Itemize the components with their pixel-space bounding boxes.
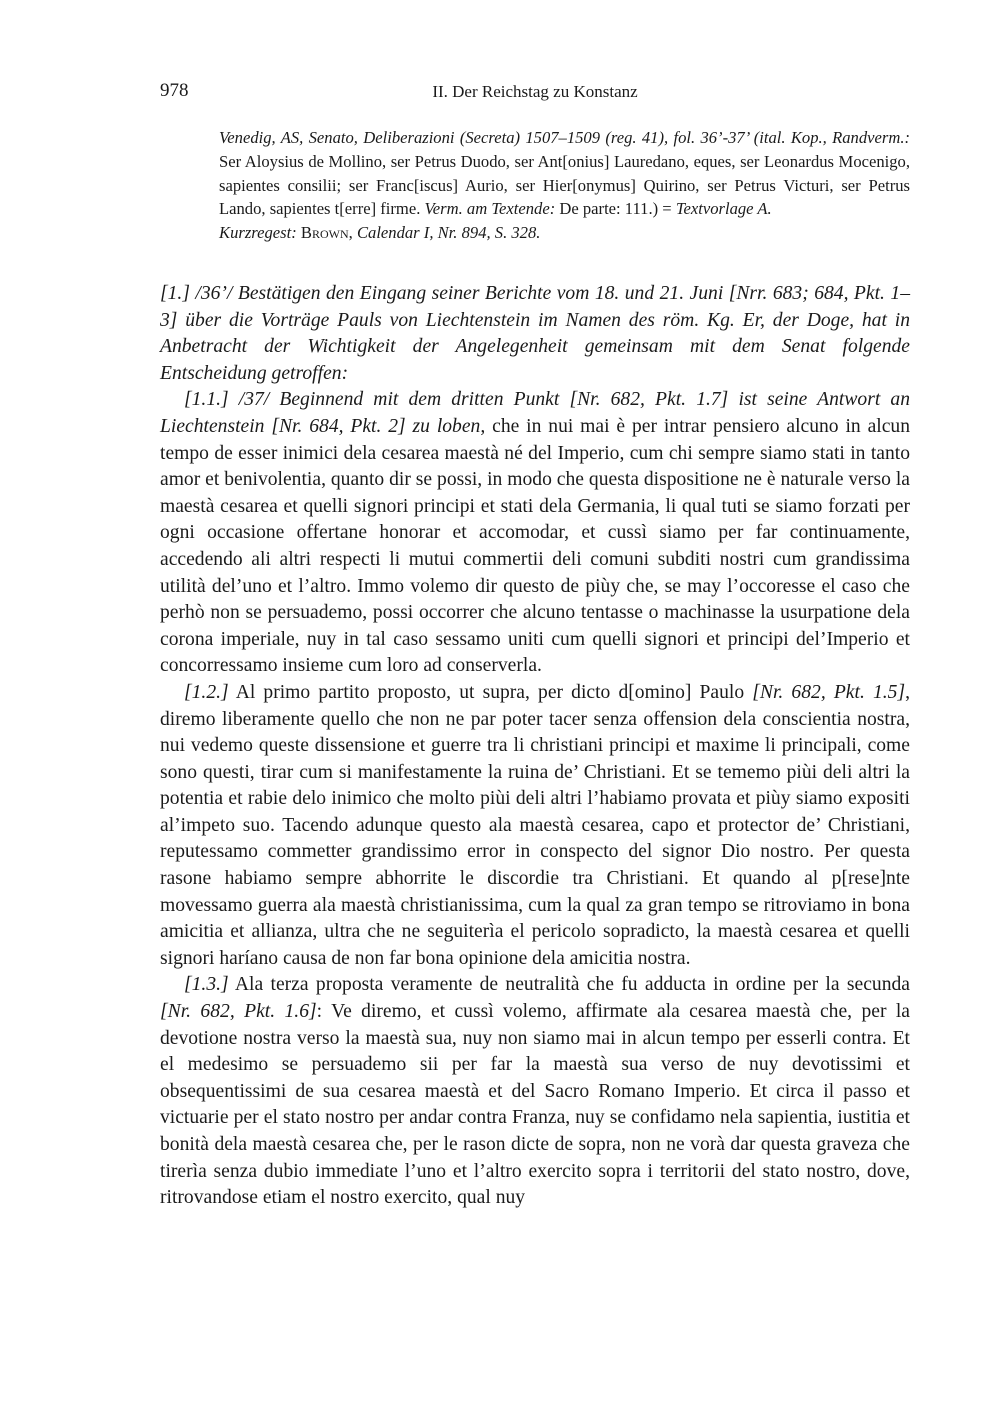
regest-reference: Calendar I, Nr. 894, S. 328. (356, 223, 541, 243)
page-number: 978 (160, 80, 189, 101)
main-text (160, 281, 910, 1212)
paragraph-1-2-reference: [Nr. 682, Pkt. 1.5] (752, 681, 906, 703)
source-note (219, 126, 910, 245)
paragraph-1-2-label: [1.2.] (184, 681, 229, 703)
signatories: Ser Aloysius de Mollino, ser Petrus Duodo, ser Ant[onius] Lauredano, eques, ser Leonardus Mocenigo, sapientes consilii; ser Franc[iscus] Aurio, ser Hier[onymus] Quirino, ser Petrus Victuri, ser Petrus Lando, sapientes t[erre] firme. (219, 151, 910, 219)
source-description (219, 126, 910, 221)
paragraph-1-summary: [1.] /36’/ Bestätigen den Eingang seiner Berichte vom 18. und 21. Juni [Nrr. 683; 684, Pkt. 1–3] über die Vorträge Pauls von Liechtenstein im Namen des röm. Kg. Er, der Doge, hat in Anbetracht der Wichtigkeit der Angelegenheit gemeinsam mit dem Senat folgende Entscheidung getroffen: (160, 283, 910, 384)
paragraph-1-2-text-b: , diremo liberamente quello che non ne par poter tacer senza offension dela conscientia nostra, nui vedemo queste dissensione et guerre tra li christiani principi et maxime li principali, come sono questi, tirar cum si manifestamente la ruina de’ Christiani. Et se tememo piùi deli altri la potentia et rabie delo inimico che molto piùi deli altri l’habiamo provata et piùy siamo expositi al’impeto suo. Tacendo adunque questo ala maestà cesarea, capo et protector de’ Christiani, reputessamo commetter grandissimo error in conspecto del signor Dio nostro. Per questa rasone habiamo sempre abhorrite le discordie tra Christiani. Et quando al p[rese]nte movessamo guerra ala maestà christianissima, cum la qual za gran tempo se ritroviamo in bona amicitia et allianza, ultra che ne seguiterìa el pericolo sopradicto, la maestà cesarea et quelli signori haríano causa de non far bona opinione dela amicitia nostra. (160, 681, 910, 969)
regest-author: Brown, (300, 223, 353, 243)
paragraph-1-1-text: che in nui mai è per intrar pensiero alcuno in alcun tempo de esser inimici dela cesarea maestà né del Imperio, cum chi sempre siamo stati in tanto amor et benivolentia, quanto dir se possi, in modo che questa dispositione ne è naturale verso la maestà cesarea et quelli signori principi et stati dela Germania, li qual tuti se siamo forzati per ogni occasione offertane honorar et accomodar, et cussì siamo per far continuamente, accedendo ali altri respecti li mutui commertii deli comuni subditi nostri cum grandissima utilità del’uno et l’altro. Immo volemo dir questo de piùy che, se may l’occoresse el caso che perhò non se persuademo, possi occorrer che alcuno tentasse o machinasse la usurpatione dela corona imperiale, nuy in tal caso sessamo uniti cum quelli signori et principi del’Imperio et concorressamo insieme cum loro ad conserverla. (160, 415, 910, 677)
archive-reference: Venedig, AS, Senato, Deliberazioni (Secreta) 1507–1509 (reg. 41), fol. 36’-37’ (ital. Kop., Randverm.: (219, 128, 910, 147)
paragraph-1-3-text-a: Ala terza proposta veramente de neutralità che fu adducta in ordine per la secunda (234, 974, 910, 996)
paragraph-1-3 (160, 972, 910, 1211)
regest-label: Kurzregest: (219, 223, 297, 243)
note-label: Verm. am Textende: (424, 199, 556, 219)
paragraph-1-3-reference: [Nr. 682, Pkt. 1.6] (160, 1001, 317, 1023)
paragraph-1-1-summary: [1.1.] /37/ Beginnend mit dem dritten Punkt [Nr. 682, Pkt. 1.7] ist seine Antwort an Liechtenstein [Nr. 684, Pkt. 2] zu loben, (160, 389, 910, 437)
paragraph-1-2 (160, 680, 910, 973)
regest-line (219, 221, 910, 245)
text-base: Textvorlage A. (675, 199, 772, 219)
running-title: II. Der Reichstag zu Konstanz (432, 82, 638, 101)
paragraph-1-1 (160, 387, 910, 680)
paragraph-1-2-text-a: Al primo partito proposto, ut supra, per dicto d[omino] Paulo (235, 681, 745, 703)
paragraph-1-3-label: [1.3.] (184, 974, 229, 996)
paragraph-1-3-text-b: : Ve diremo, et cussì volemo, affirmate ala cesarea maestà che, per la devotione nostra verso la maestà sua, nuy non siamo mai in alcun tempo per esserli contra. Et el medesimo se persuademo sii per far la maestà sua verso de nuy devotissimi et obsequentissimi de sua cesarea maestà et del Sacro Romano Imperio. Et circa il passo et victuarie per el stato nostro per andar contra Franza, nuy se confidamo nela sapientia, iustitia et bonità dela maestà cesarea che, per le rason dicte de sopra, non ne vorà dar questa graveza che tirerìa senza dubio immediate l’uno et l’altro exercito sopra i territorii del stato nostro, dove, ritrovandose etiam el nostro exercito, qual nuy (160, 1001, 910, 1209)
note-text: De parte: 111.) = (559, 199, 672, 219)
page-header (160, 80, 910, 110)
